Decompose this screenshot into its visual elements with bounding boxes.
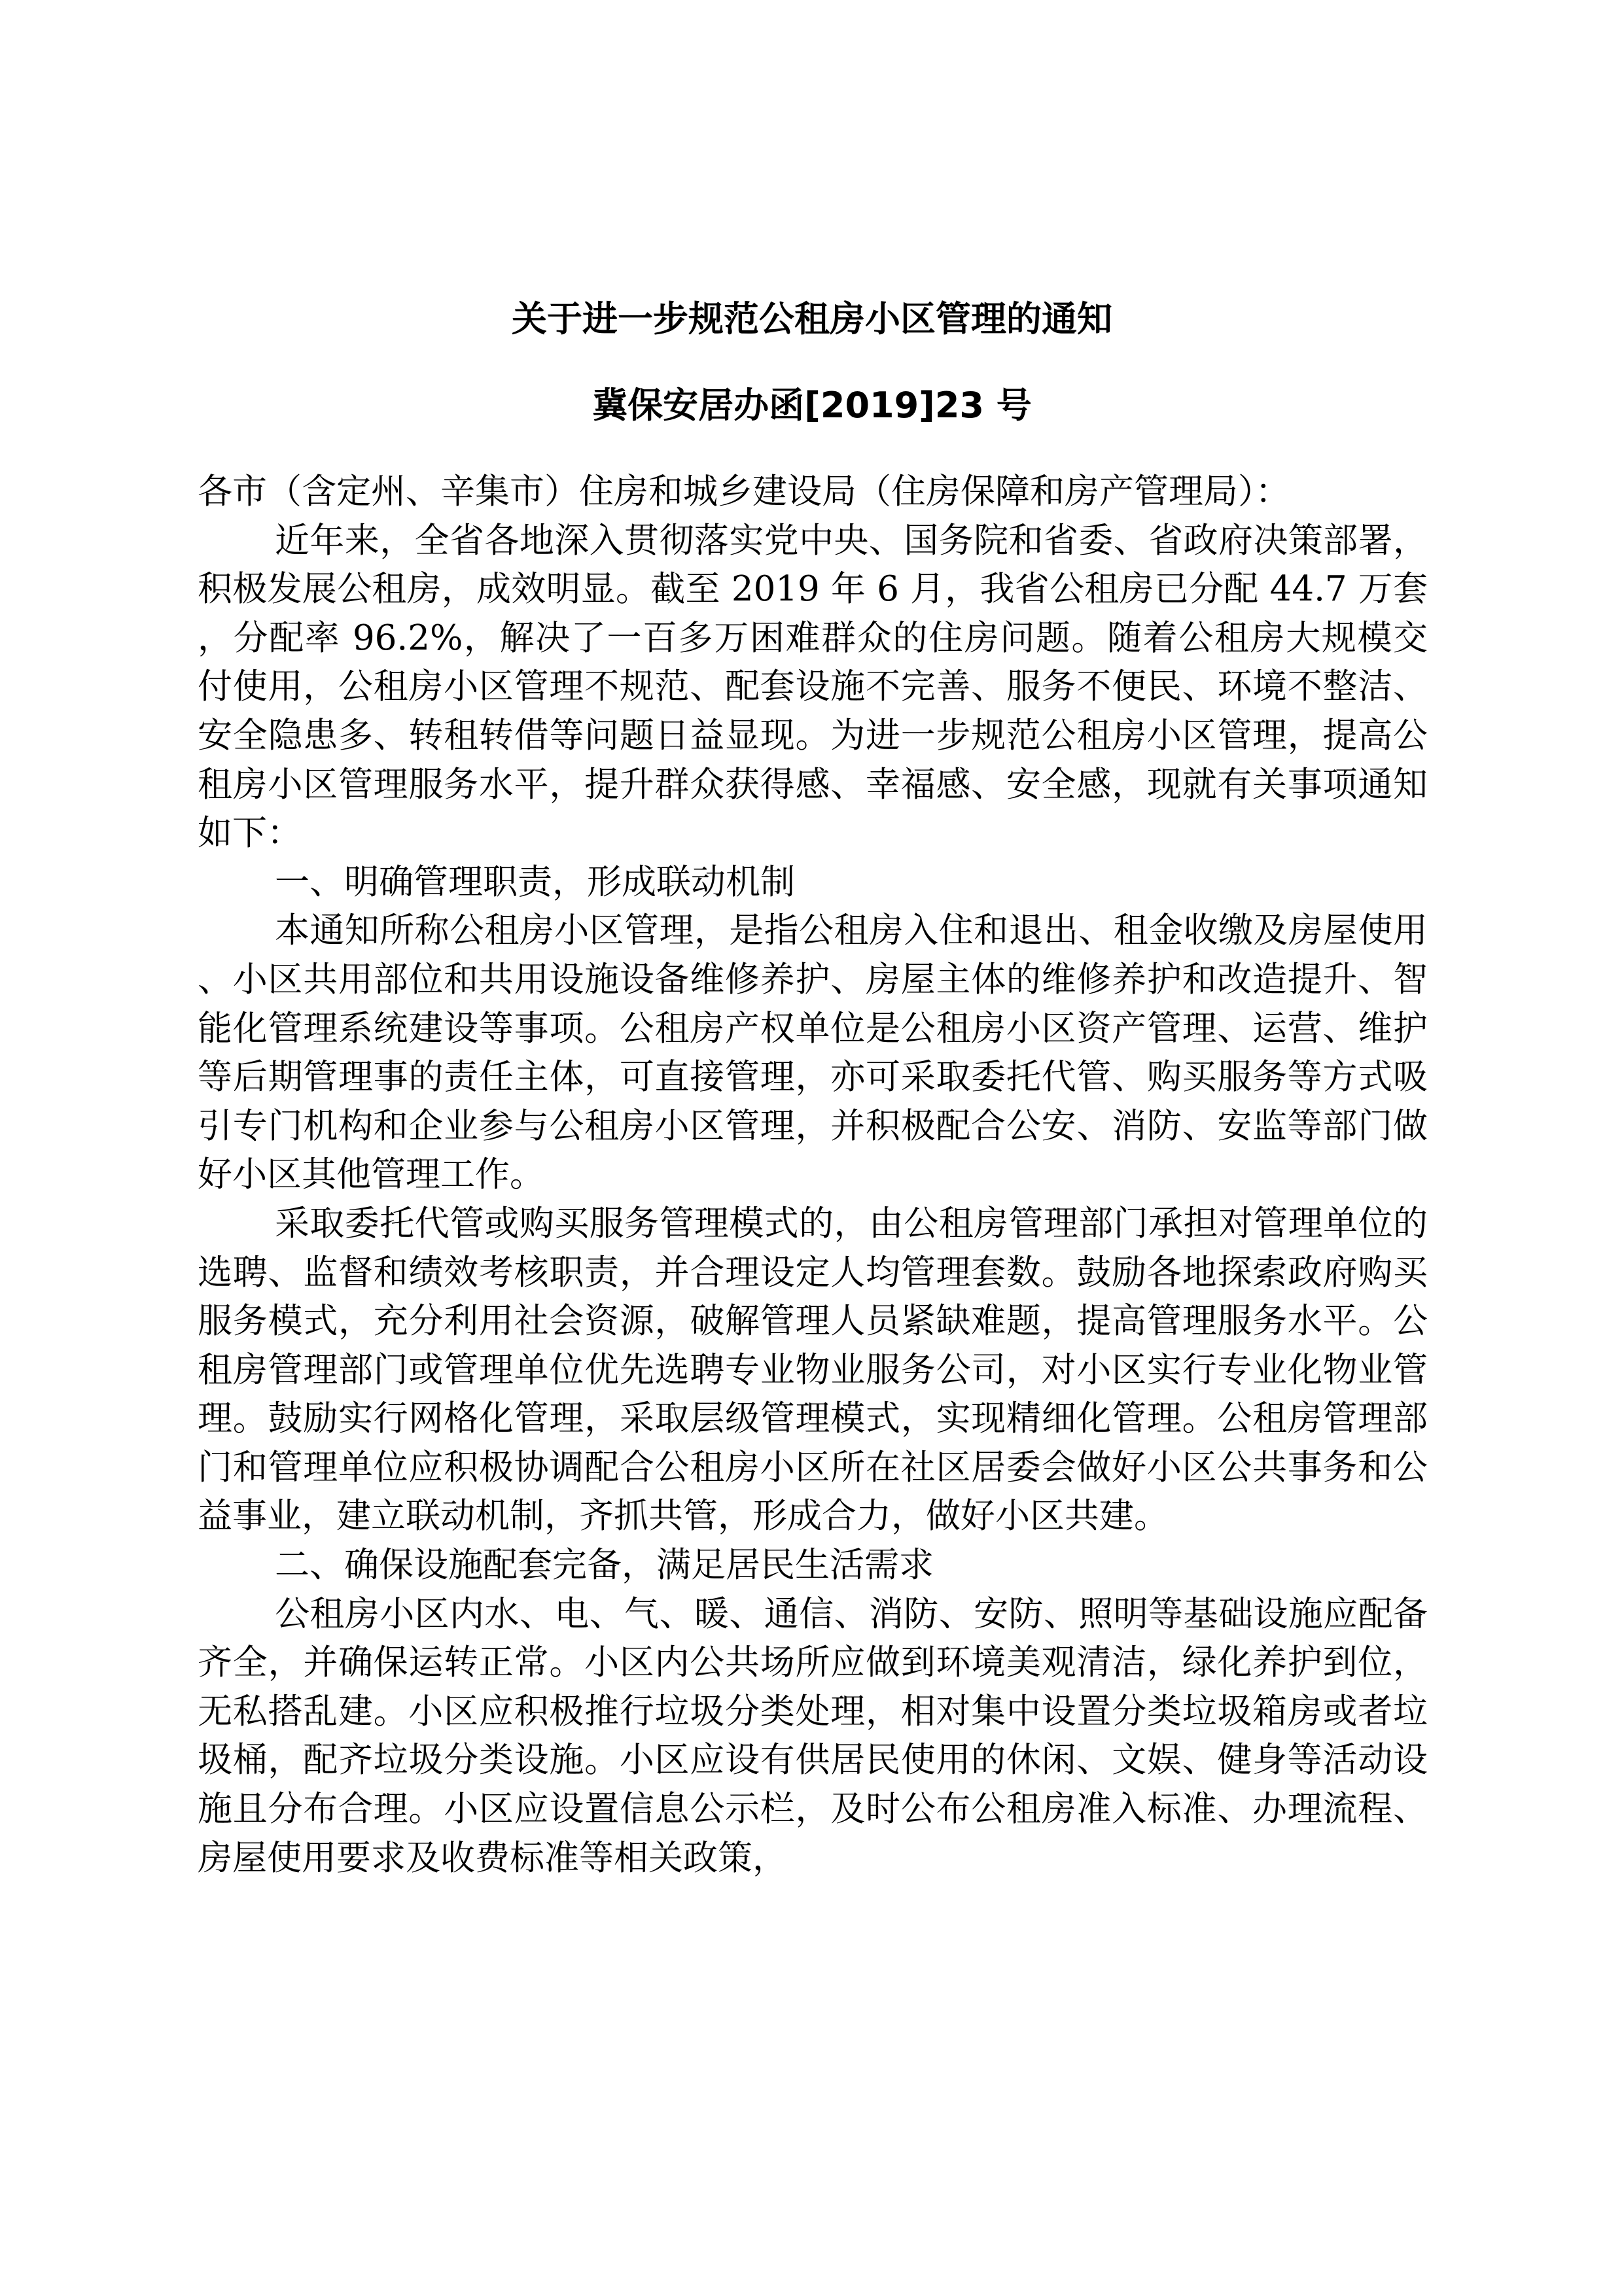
- paragraph-section-1-a: 本通知所称公租房小区管理，是指公租房入住和退出、租金收缴及房屋使用、小区共用部位和共用设施设备维修养护、房屋主体的维修养护和改造提升、智能化管理系统建设等事项。公租房产权单位是公租房小区资产管理、运营、维护等后期管理事的责任主体，可直接管理，亦可采取委托代管、购买服务等方式吸引专门机构和企业参与公租房小区管理，并积极配合公安、消防、安监等部门做好小区其他管理工作。: [198, 911, 1428, 1195]
- paragraph-section-1-b: 采取委托代管或购买服务管理模式的，由公租房管理部门承担对管理单位的选聘、监督和绩效考核职责，并合理设定人均管理套数。鼓励各地探索政府购买服务模式，充分利用社会资源，破解管理人员紧缺难题，提高管理服务水平。公租房管理部门或管理单位优先选聘专业物业服务公司，对小区实行专业化物业管理。鼓励实行网格化管理，采取层级管理模式，实现精细化管理。公租房管理部门和管理单位应积极协调配合公租房小区所在社区居委会做好小区公共事务和公益事业，建立联动机制，齐抓共管，形成合力，做好小区共建。: [198, 1203, 1428, 1537]
- document-number: 冀保安居办函[2019]23 号: [592, 385, 1032, 426]
- section-heading-1: 一、明确管理职责，形成联动机制: [275, 861, 795, 902]
- salutation: 各市（含定州、辛集市）住房和城乡建设局（住房保障和房产管理局）：: [198, 472, 1290, 512]
- section-heading-2: 二、确保设施配套完备，满足居民生活需求: [275, 1545, 934, 1586]
- document-body: [198, 468, 1428, 1883]
- paragraph-section-2-a: 公租房小区内水、电、气、暖、通信、消防、安防、照明等基础设施应配备齐全，并确保运转正常。小区内公共场所应做到环境美观清洁，绿化养护到位，无私搭乱建。小区应积极推行垃圾分类处理，相对集中设置分类垃圾箱房或者垃圾桶，配齐垃圾分类设施。小区应设有供居民使用的休闲、文娱、健身等活动设施且分布合理。小区应设置信息公示栏，及时公布公租房准入标准、办理流程、房屋使用要求及收费标准等相关政策，: [198, 1593, 1428, 1878]
- paragraph-intro: 近年来，全省各地深入贯彻落实党中央、国务院和省委、省政府决策部署，积极发展公租房，成效明显。截至 2019 年 6 月，我省公租房已分配 44.7 万套，分配率 96.2%，解决了一百多万困难群众的住房问题。随着公租房大规模交付使用，公租房小区管理不规范、配套设施不完善、服务不便民、环境不整洁、安全隐患多、转租转借等问题日益显现。为进一步规范公租房小区管理，提高公租房小区管理服务水平，提升群众获得感、幸福感、安全感，现就有关事项通知如下：: [198, 520, 1428, 854]
- document-title: 关于进一步规范公租房小区管理的通知: [512, 298, 1112, 339]
